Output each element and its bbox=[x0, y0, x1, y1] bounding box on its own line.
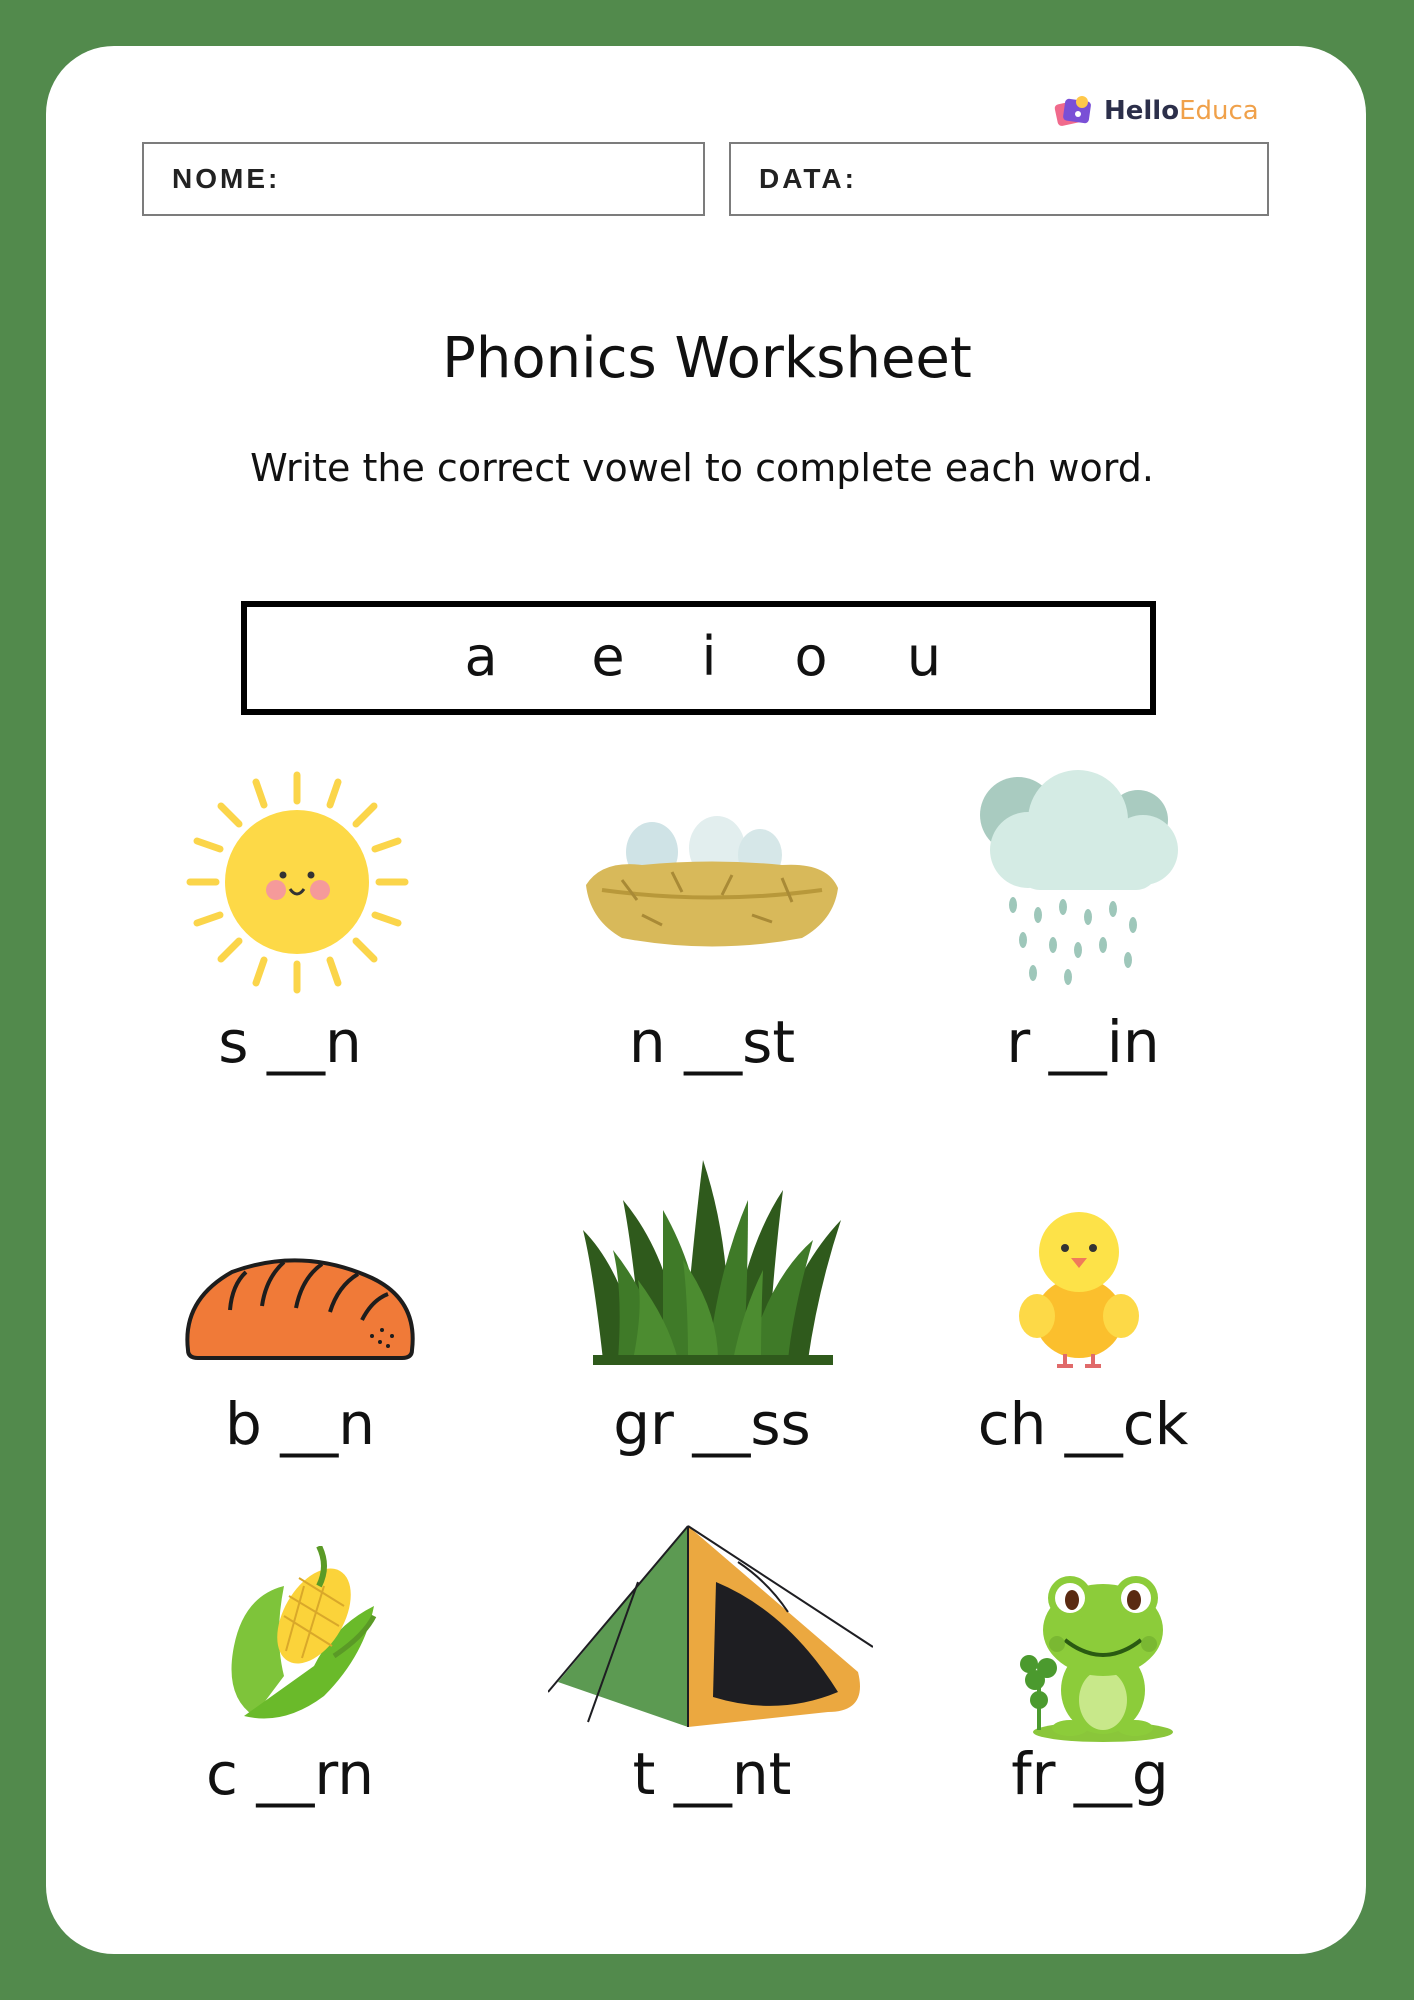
date-label: DATA: bbox=[759, 163, 857, 194]
logo-icon bbox=[1054, 92, 1098, 130]
grass-icon bbox=[583, 1160, 841, 1365]
vowel-box bbox=[241, 601, 1156, 715]
name-label: NOME: bbox=[172, 163, 281, 194]
helloeduca-logo bbox=[1054, 92, 1259, 130]
nest-icon bbox=[582, 810, 842, 955]
tent-icon bbox=[548, 1522, 873, 1732]
vowel-i: i bbox=[701, 625, 717, 688]
word-grass: gr __ss bbox=[613, 1390, 811, 1458]
vowel-o: o bbox=[794, 625, 828, 688]
sun-icon bbox=[180, 765, 415, 1000]
frog-icon bbox=[1015, 1560, 1180, 1745]
word-corn: c __rn bbox=[206, 1740, 374, 1808]
bread-bun-icon bbox=[182, 1250, 418, 1362]
vowel-e: e bbox=[591, 625, 625, 688]
chick-icon bbox=[1015, 1208, 1143, 1368]
page-title: Phonics Worksheet bbox=[442, 326, 972, 391]
word-sun: s __n bbox=[218, 1008, 362, 1076]
word-chick: ch __ck bbox=[977, 1390, 1189, 1458]
word-bun: b __n bbox=[224, 1390, 376, 1458]
name-field[interactable] bbox=[142, 142, 705, 216]
date-field[interactable] bbox=[729, 142, 1269, 216]
corn-icon bbox=[224, 1546, 379, 1726]
word-rain: r __in bbox=[1006, 1008, 1160, 1076]
word-nest: n __st bbox=[628, 1008, 796, 1076]
vowel-u: u bbox=[906, 625, 942, 688]
instruction-text: Write the correct vowel to complete each word. bbox=[250, 446, 1154, 490]
word-frog: fr __g bbox=[1011, 1740, 1169, 1808]
word-tent: t __nt bbox=[632, 1740, 792, 1808]
logo-text-educa: Educa bbox=[1179, 96, 1259, 126]
logo-text-hello: Hello bbox=[1104, 96, 1180, 126]
vowel-a: a bbox=[464, 625, 498, 688]
rain-cloud-icon bbox=[968, 765, 1190, 987]
